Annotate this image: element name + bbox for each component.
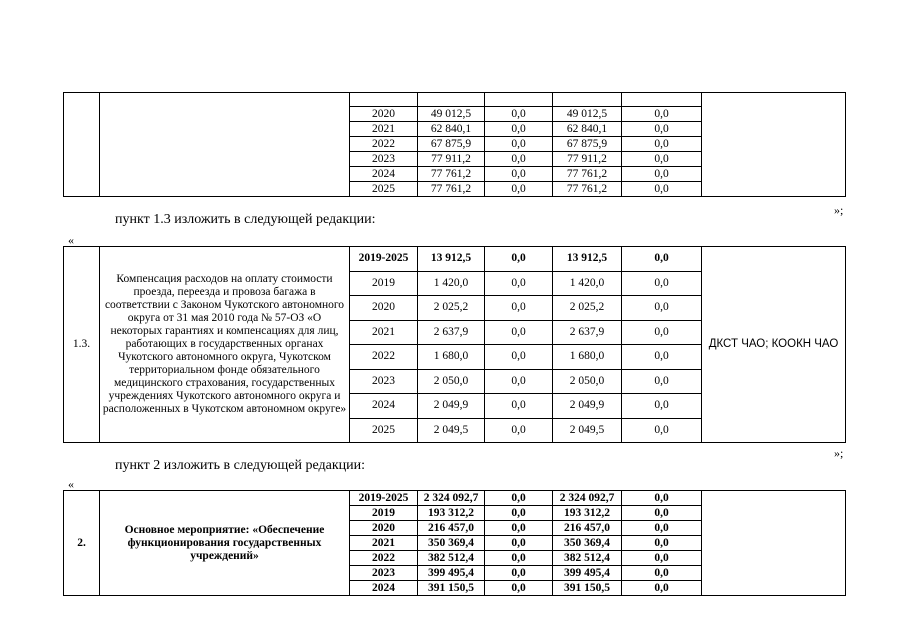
district-budget-cell: 1 420,0 — [553, 271, 622, 296]
year-cell: 2024 — [350, 394, 418, 419]
federal-budget-cell: 0,0 — [485, 521, 553, 536]
closing-quote: »; — [834, 203, 844, 217]
federal-budget-cell: 0,0 — [485, 566, 553, 581]
year-cell: 2022 — [350, 345, 418, 370]
instruction-text: пункт 1.3 изложить в следующей редакции: — [115, 212, 376, 227]
total-cell: 2 324 092,7 — [418, 491, 485, 506]
federal-budget-cell: 0,0 — [485, 394, 553, 419]
district-budget-cell: 2 637,9 — [553, 320, 622, 345]
other-sources-cell: 0,0 — [622, 581, 702, 596]
year-cell: 2020 — [350, 521, 418, 536]
other-sources-cell: 0,0 — [622, 152, 702, 167]
district-budget-cell: 382 512,4 — [553, 551, 622, 566]
federal-budget-cell: 0,0 — [485, 182, 553, 197]
district-budget-cell: 193 312,2 — [553, 506, 622, 521]
district-budget-cell: 13 912,5 — [553, 247, 622, 272]
federal-budget-cell: 0,0 — [485, 167, 553, 182]
other-sources-cell: 0,0 — [622, 394, 702, 419]
table-row — [64, 491, 846, 506]
federal-budget-cell: 0,0 — [485, 152, 553, 167]
total-cell: 2 050,0 — [418, 369, 485, 394]
federal-budget-cell: 0,0 — [485, 271, 553, 296]
district-budget-cell: 391 150,5 — [553, 581, 622, 596]
federal-budget-cell: 0,0 — [485, 320, 553, 345]
total-cell: 2 025,2 — [418, 296, 485, 321]
district-budget-cell: 2 025,2 — [553, 296, 622, 321]
federal-budget-cell: 0,0 — [485, 369, 553, 394]
total-cell: 350 369,4 — [418, 536, 485, 551]
other-sources-cell: 0,0 — [622, 122, 702, 137]
year-cell: 2022 — [350, 551, 418, 566]
closing-quote: »; — [834, 446, 844, 460]
district-budget-cell: 49 012,5 — [553, 107, 622, 122]
year-cell: 2021 — [350, 320, 418, 345]
total-cell: 62 840,1 — [418, 122, 485, 137]
other-sources-cell: 0,0 — [622, 182, 702, 197]
opening-quote: « — [68, 233, 74, 247]
total-cell: 216 457,0 — [418, 521, 485, 536]
other-sources-cell: 0,0 — [622, 345, 702, 370]
district-budget-cell: 77 761,2 — [553, 182, 622, 197]
federal-budget-cell: 0,0 — [485, 296, 553, 321]
federal-budget-cell: 0,0 — [485, 491, 553, 506]
other-sources-cell: 0,0 — [622, 536, 702, 551]
responsible-executor: ДКСТ ЧАО; КООКН ЧАО — [702, 247, 846, 443]
district-budget-cell: 2 050,0 — [553, 369, 622, 394]
district-budget-cell: 216 457,0 — [553, 521, 622, 536]
other-sources-cell: 0,0 — [622, 551, 702, 566]
district-budget-cell: 77 911,2 — [553, 152, 622, 167]
other-sources-cell: 0,0 — [622, 418, 702, 443]
federal-budget-cell: 0,0 — [485, 107, 553, 122]
other-sources-cell: 0,0 — [622, 506, 702, 521]
year-cell: 2023 — [350, 152, 418, 167]
district-budget-cell: 67 875,9 — [553, 137, 622, 152]
total-cell: 2 049,9 — [418, 394, 485, 419]
year-cell: 2021 — [350, 122, 418, 137]
item-number: 1.3. — [64, 247, 100, 443]
district-budget-cell: 2 324 092,7 — [553, 491, 622, 506]
other-sources-cell: 0,0 — [622, 491, 702, 506]
district-budget-cell: 1 680,0 — [553, 345, 622, 370]
total-cell: 67 875,9 — [418, 137, 485, 152]
year-cell: 2023 — [350, 369, 418, 394]
federal-budget-cell: 0,0 — [485, 551, 553, 566]
year-cell: 2020 — [350, 296, 418, 321]
table-row — [64, 247, 846, 272]
year-cell: 2019-2025 — [350, 491, 418, 506]
district-budget-cell: 2 049,9 — [553, 394, 622, 419]
responsible-executor — [702, 491, 846, 596]
table-item-2 — [63, 490, 846, 596]
year-cell: 2025 — [350, 418, 418, 443]
other-sources-cell: 0,0 — [622, 296, 702, 321]
table-row — [64, 93, 846, 107]
year-cell: 2019 — [350, 271, 418, 296]
federal-budget-cell: 0,0 — [485, 247, 553, 272]
district-budget-cell: 2 049,5 — [553, 418, 622, 443]
total-cell: 2 049,5 — [418, 418, 485, 443]
total-cell: 193 312,2 — [418, 506, 485, 521]
item-number: 2. — [64, 491, 100, 596]
district-budget-cell: 62 840,1 — [553, 122, 622, 137]
year-cell: 2020 — [350, 107, 418, 122]
other-sources-cell: 0,0 — [622, 271, 702, 296]
total-cell: 77 761,2 — [418, 182, 485, 197]
district-budget-cell: 77 761,2 — [553, 167, 622, 182]
federal-budget-cell: 0,0 — [485, 418, 553, 443]
other-sources-cell: 0,0 — [622, 521, 702, 536]
federal-budget-cell: 0,0 — [485, 122, 553, 137]
item-description: Основное мероприятие: «Обеспечение функционирования государственных учреждений» — [100, 491, 350, 596]
total-cell: 49 012,5 — [418, 107, 485, 122]
district-budget-cell: 399 495,4 — [553, 566, 622, 581]
year-cell: 2024 — [350, 581, 418, 596]
year-cell: 2021 — [350, 536, 418, 551]
opening-quote: « — [68, 477, 74, 491]
year-cell: 2024 — [350, 167, 418, 182]
year-cell: 2019-2025 — [350, 247, 418, 272]
district-budget-cell: 350 369,4 — [553, 536, 622, 551]
year-cell: 2025 — [350, 182, 418, 197]
total-cell: 1 680,0 — [418, 345, 485, 370]
federal-budget-cell: 0,0 — [485, 345, 553, 370]
federal-budget-cell: 0,0 — [485, 581, 553, 596]
total-cell: 399 495,4 — [418, 566, 485, 581]
other-sources-cell: 0,0 — [622, 320, 702, 345]
total-cell: 382 512,4 — [418, 551, 485, 566]
responsible-cell — [702, 93, 846, 197]
total-cell: 77 911,2 — [418, 152, 485, 167]
other-sources-cell: 0,0 — [622, 167, 702, 182]
total-cell: 77 761,2 — [418, 167, 485, 182]
total-cell: 1 420,0 — [418, 271, 485, 296]
table-item-1-3 — [63, 246, 846, 443]
number-cell — [64, 93, 100, 197]
other-sources-cell: 0,0 — [622, 566, 702, 581]
federal-budget-cell: 0,0 — [485, 506, 553, 521]
total-cell: 13 912,5 — [418, 247, 485, 272]
total-cell: 2 637,9 — [418, 320, 485, 345]
other-sources-cell: 0,0 — [622, 107, 702, 122]
other-sources-cell: 0,0 — [622, 369, 702, 394]
federal-budget-cell: 0,0 — [485, 536, 553, 551]
item-description: Компенсация расходов на оплату стоимости проезда, переезда и провоза багажа в соответствии с Законом Чукотского автономного округа от 31 мая 2010 года № 57-ОЗ «О некоторых гарантиях и компенсациях для лиц, работающих в государственных органах Чукотского автономного округа, Чукотском территориальном фонде обязательного медицинского страхования, государственных учреждениях Чукотского автономного округа и расположенных в Чукотском автономном округе» — [100, 247, 350, 443]
year-cell: 2023 — [350, 566, 418, 581]
federal-budget-cell: 0,0 — [485, 137, 553, 152]
year-cell: 2019 — [350, 506, 418, 521]
other-sources-cell: 0,0 — [622, 137, 702, 152]
table-continuation — [63, 92, 846, 197]
description-cell — [100, 93, 350, 197]
other-sources-cell: 0,0 — [622, 247, 702, 272]
year-cell: 2022 — [350, 137, 418, 152]
total-cell: 391 150,5 — [418, 581, 485, 596]
instruction-text: пункт 2 изложить в следующей редакции: — [115, 458, 365, 473]
